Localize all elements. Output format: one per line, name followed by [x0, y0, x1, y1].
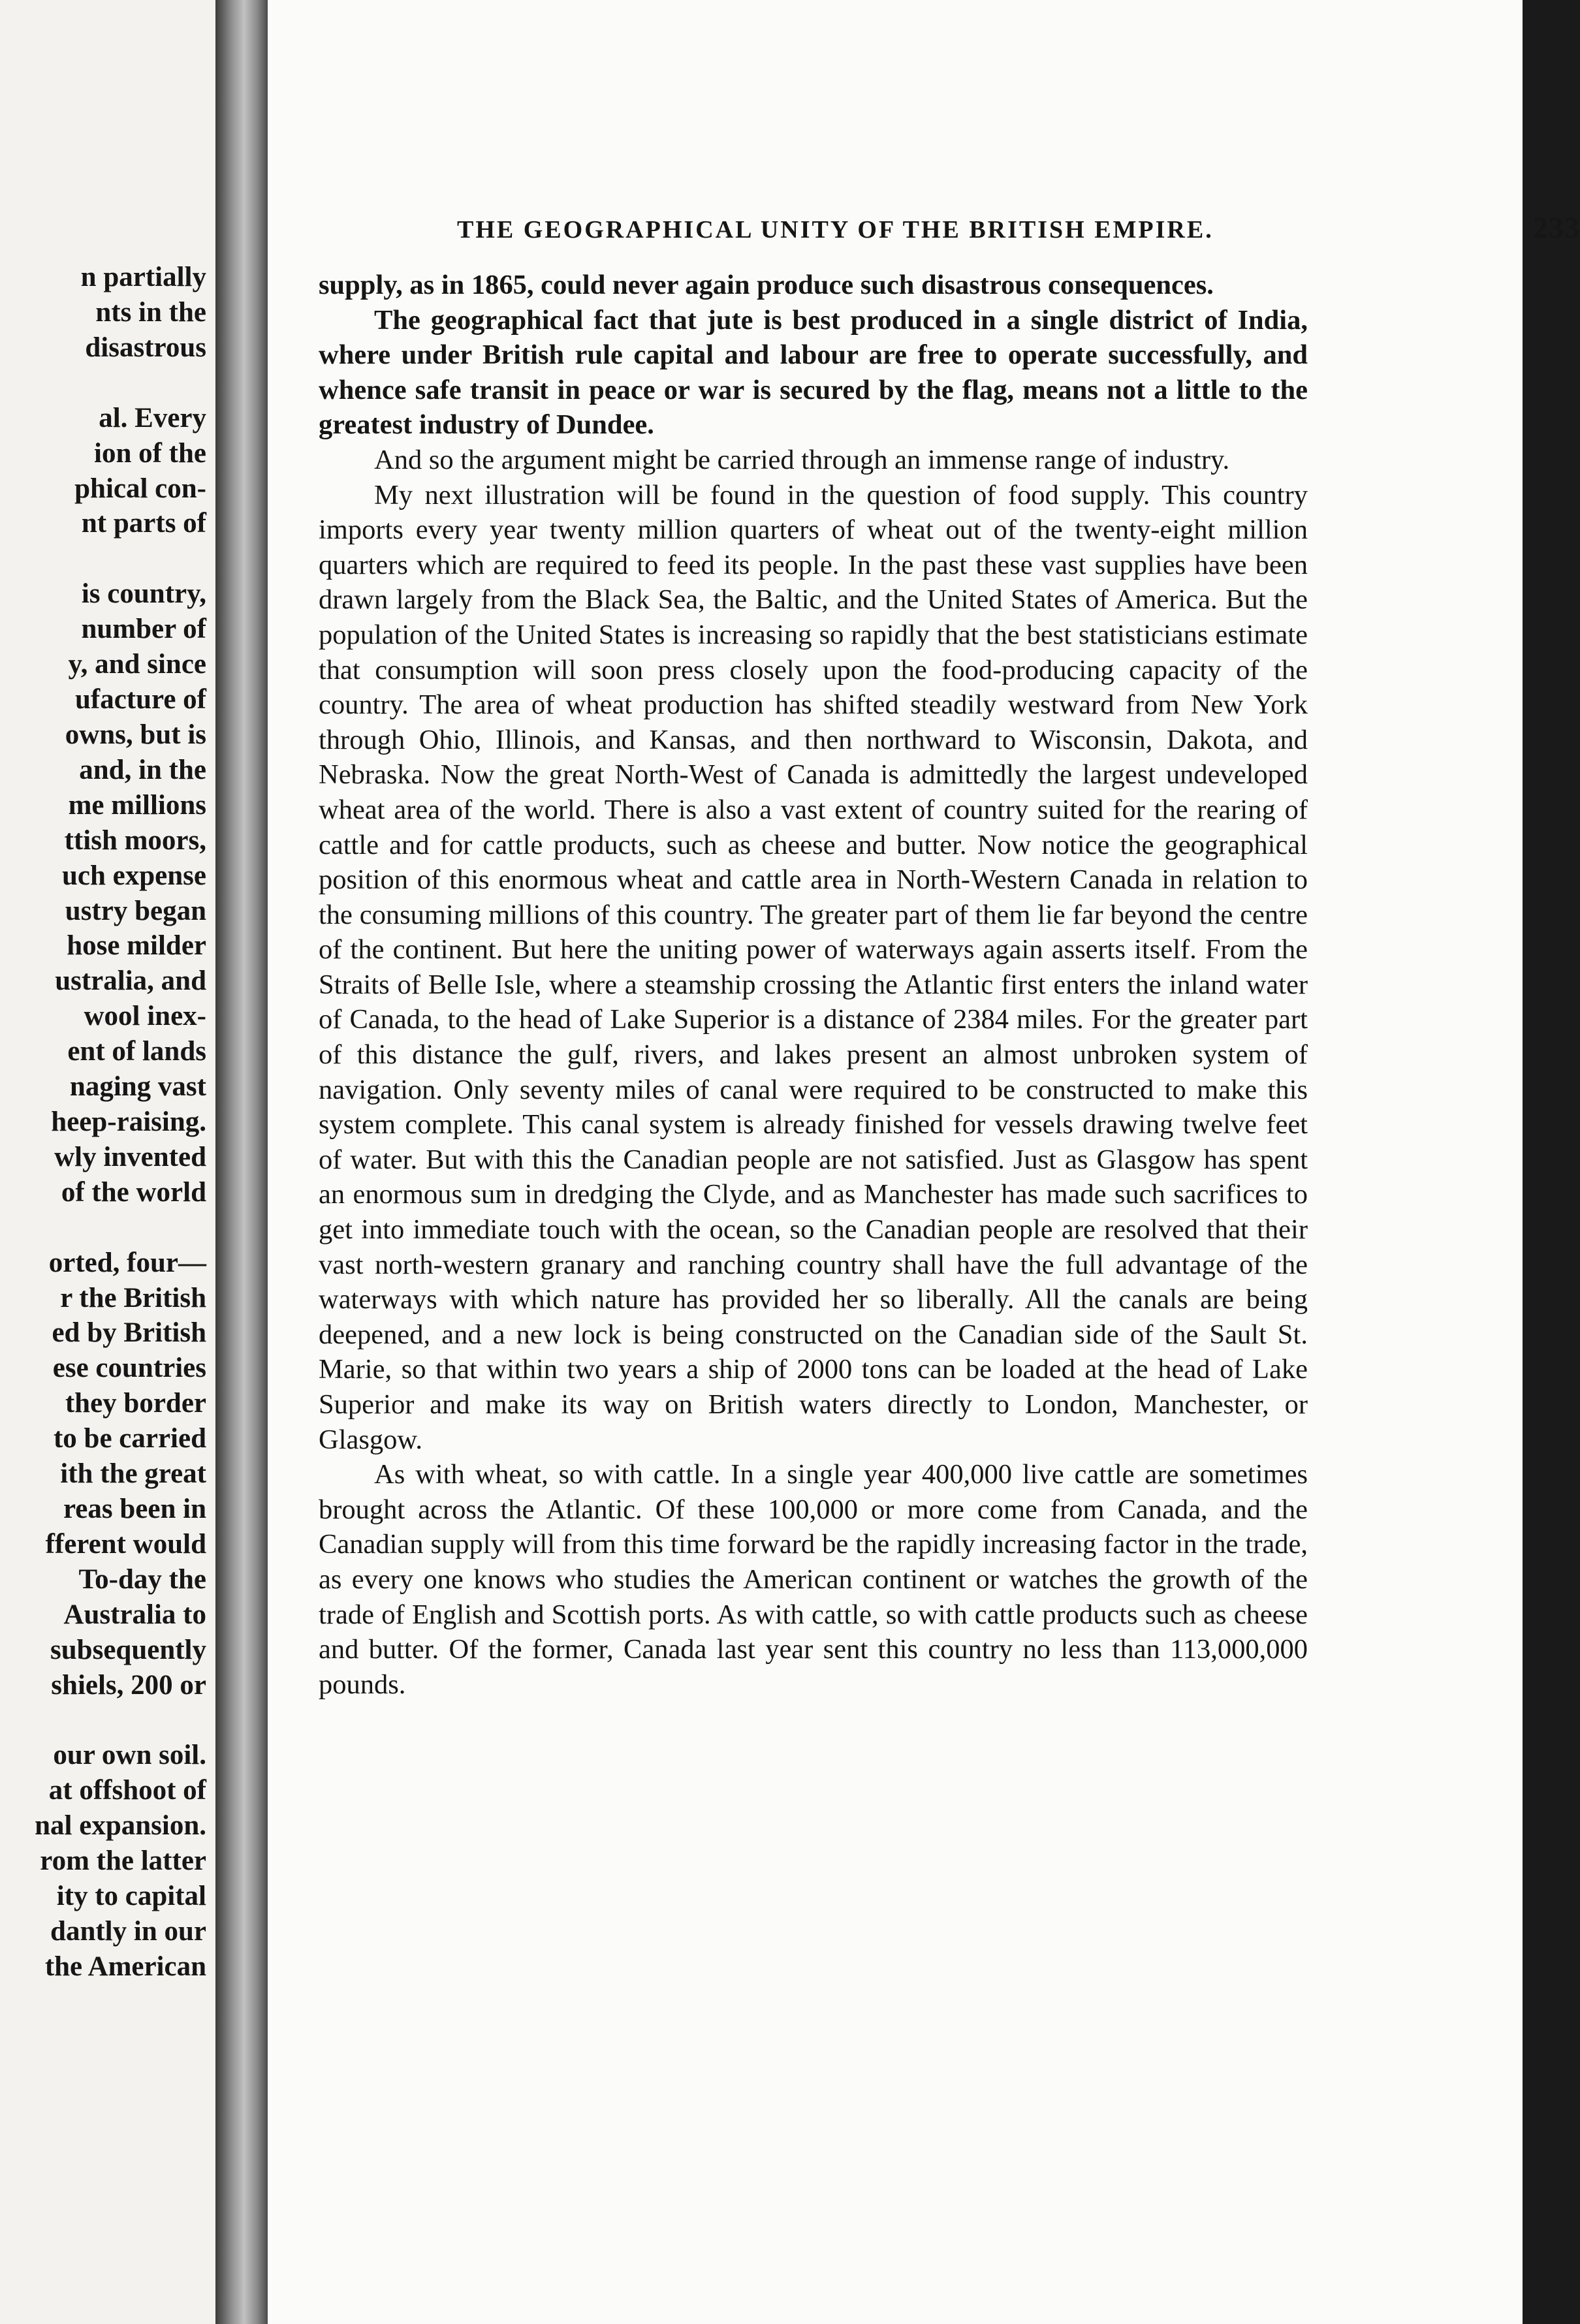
- left-page-line: fferent would: [45, 1528, 206, 1560]
- left-page: [0, 0, 215, 2324]
- book-gutter: [215, 0, 268, 2324]
- left-page-line: dantly in our: [50, 1915, 206, 1947]
- paragraph: The geographical fact that jute is best produced in a single district of India, where under British rule capital and labour are free to operate successfully, and whence safe transit in peace or war is secured by the flag, means not a little to the greatest industry of Dundee.: [319, 304, 1308, 441]
- left-page-gap: [35, 366, 206, 401]
- left-page-line: hose milder: [67, 930, 206, 962]
- left-page-line: to be carried: [53, 1423, 206, 1454]
- left-page-gap: [35, 1703, 206, 1738]
- left-page-line: ustry began: [65, 895, 206, 926]
- body-text: [319, 268, 1308, 1702]
- left-page-line: wly invented: [54, 1141, 206, 1172]
- left-page-line: y, and since: [68, 649, 206, 680]
- left-page-line: number of: [81, 614, 206, 645]
- left-page-line: naging vast: [69, 1071, 206, 1103]
- left-page-line: disastrous: [85, 332, 206, 363]
- paragraph: My next illustration will be found in the question of food supply. This country imports every year twenty million quarters of wheat out of the twenty-eight million quarters which are required to feed its people. In the past these vast supplies have been drawn largely from the Black Sea, the Baltic, and the United States of America. But the population of the United States is increasing so rapidly that the best statisticians estimate that consumption will soon press closely upon the food-producing capacity of the country. The area of wheat production has shifted steadily westward from New York through Ohio, Illinois, and Kansas, and then northward to Wisconsin, Dakota, and Nebraska. Now the great North-West of Canada is admittedly the largest undeveloped wheat area of the world. There is also a vast extent of country suited for the rearing of cattle and for cattle products, such as cheese and butter. Now notice the geographical position of this enormous wheat and cattle area in North-Western Canada in relation to the consuming millions of this country. The greater part of them lie far beyond the centre of the continent. But here the uniting power of waterways again asserts itself. From the Straits of Belle Isle, where a steamship crossing the Atlantic first enters the inland water of Canada, to the head of Lake Superior is a distance of 2384 miles. For the greater part of this distance the gulf, rivers, and lakes present an almost unbroken system of navigation. Only seventy miles of canal were required to be constructed to make this system complete. This canal system is already finished for vessels drawing twelve feet of water. But with this the Canadian people are not satisfied. Just as Glasgow has spent an enormous sum in dredging the Clyde, and as Manchester has made such sacrifices to get into immediate touch with the ocean, so the Canadian people are resolved that their vast north-western granary and ranching country shall have the full advantage of the waterways with which nature has provided her so liberally. All the canals are being deepened, and a new lock is being constructed on the Canadian side of the Sault St. Marie, so that within two years a ship of 2000 tons can be loaded at the head of Lake Superior and make its way on British waters directly to London, Manchester, or Glasgow.: [319, 479, 1308, 1455]
- left-page-text: [35, 260, 206, 1985]
- left-page-line: reas been in: [63, 1494, 206, 1524]
- left-page-line: subsequently: [50, 1634, 206, 1665]
- left-page-line: Australia to: [63, 1599, 206, 1630]
- left-page-line: nts in the: [95, 296, 206, 328]
- paragraph: And so the argument might be carried through an immense range of industry.: [374, 444, 1230, 475]
- left-page-line: owns, but is: [65, 719, 206, 750]
- left-page-line: n partially: [80, 262, 206, 292]
- left-page-line: rom the latter: [40, 1845, 206, 1877]
- left-page-line: phical con-: [74, 473, 206, 504]
- right-page: [268, 0, 1580, 2324]
- left-page-line: ity to capital: [56, 1881, 206, 1912]
- left-page-line: of the world: [61, 1176, 206, 1208]
- left-page-gap: [35, 541, 206, 576]
- left-page-line: shiels, 200 or: [51, 1669, 206, 1701]
- left-page-line: To-day the: [78, 1563, 206, 1595]
- left-page-line: me millions: [68, 789, 206, 821]
- left-page-line: they border: [65, 1388, 206, 1419]
- left-page-line: r the British: [60, 1282, 206, 1313]
- left-page-line: nt parts of: [81, 508, 206, 539]
- left-page-line: uch expense: [62, 860, 206, 891]
- left-page-line: our own soil.: [53, 1740, 206, 1771]
- running-title: THE GEOGRAPHICAL UNITY OF THE BRITISH EMPIRE.: [457, 216, 1214, 243]
- paragraph: supply, as in 1865, could never again produce such disastrous consequences.: [319, 270, 1214, 300]
- left-page-line: the American: [44, 1951, 206, 1982]
- left-page-line: ent of lands: [67, 1036, 206, 1067]
- left-page-gap: [35, 1210, 206, 1246]
- left-page-line: wool inex-: [84, 1001, 206, 1032]
- page-header: [457, 210, 1580, 245]
- page-number: 233: [1533, 211, 1580, 244]
- left-page-line: ese countries: [52, 1353, 206, 1384]
- left-page-line: heep-raising.: [51, 1106, 206, 1137]
- paragraph: As with wheat, so with cattle. In a single year 400,000 live cattle are sometimes brought across the Atlantic. Of these 100,000 or more come from Canada, and the Canadian supply will from this time forward be the rapidly increasing factor in the trade, as every one knows who studies the American continent or watches the growth of the trade of English and Scottish ports. As with cattle, so with cattle products such as cheese and butter. Of the former, Canada last year sent this country no less than 113,000,000 pounds.: [319, 1459, 1308, 1700]
- left-page-line: nal expansion.: [35, 1810, 206, 1842]
- left-page-line: ed by British: [52, 1317, 206, 1349]
- left-page-line: at offshoot of: [48, 1775, 206, 1806]
- left-page-line: orted, four—: [48, 1247, 206, 1278]
- left-page-line: al. Every: [99, 402, 206, 433]
- left-page-line: ustralia, and: [55, 966, 206, 997]
- left-page-line: ufacture of: [74, 684, 206, 715]
- left-page-line: ith the great: [60, 1458, 206, 1490]
- left-page-line: and, in the: [79, 754, 206, 785]
- left-page-line: is country,: [81, 578, 206, 610]
- left-page-line: ion of the: [94, 437, 206, 469]
- left-page-line: ttish moors,: [64, 824, 206, 856]
